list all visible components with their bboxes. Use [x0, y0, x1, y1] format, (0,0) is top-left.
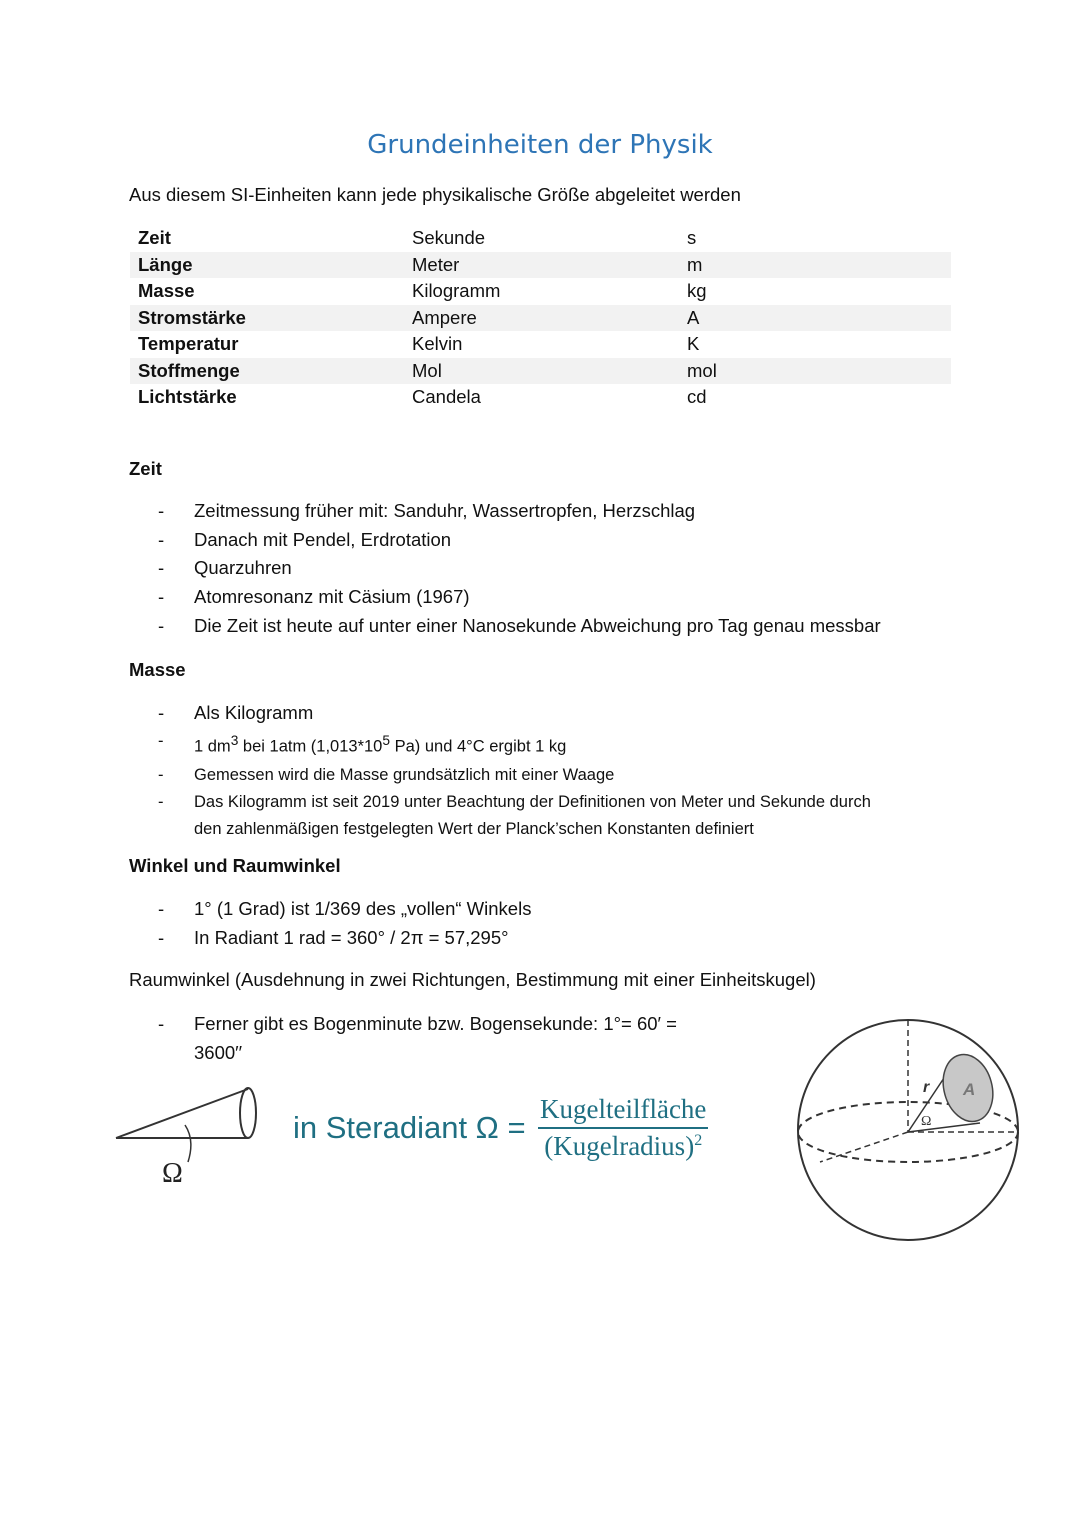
list-item: - Atomresonanz mit Cäsium (1967): [158, 583, 881, 612]
table-row: [130, 252, 951, 279]
cell-quantity: Länge: [138, 253, 193, 275]
cell-unit-name: Kelvin: [412, 333, 463, 355]
cone-diagram: [110, 1080, 270, 1190]
list-item: - Quarzuhren: [158, 554, 881, 583]
text: Das Kilogramm ist seit 2019 unter Beachtung der Definitionen von Meter und Sekunde durch: [194, 792, 871, 811]
intro-text: Aus diesem SI-Einheiten kann jede physikalische Größe abgeleitet werden: [129, 184, 741, 205]
table-row: [130, 384, 951, 411]
cell-quantity: Stromstärke: [138, 306, 246, 328]
list-item: - Danach mit Pendel, Erdrotation: [158, 526, 881, 555]
table-row: [130, 331, 951, 358]
cell-unit-symbol: kg: [687, 280, 707, 302]
list-item: - Gemessen wird die Masse grundsätzlich mit einer Waage: [158, 761, 871, 789]
list-item: - 1° (1 Grad) ist 1/369 des „vollen“ Winkels: [158, 895, 531, 924]
heading-winkel: Winkel und Raumwinkel: [129, 855, 341, 876]
text: Ferner gibt es Bogenminute bzw. Bogensekunde: 1°= 60′ =: [194, 1013, 677, 1034]
list-item: [158, 1010, 677, 1067]
cell-quantity: Temperatur: [138, 333, 239, 355]
cell-unit-name: Kilogramm: [412, 280, 501, 302]
si-units-table: [130, 225, 951, 411]
superscript: 5: [382, 733, 391, 748]
cell-unit-symbol: A: [687, 306, 700, 328]
cell-quantity: Zeit: [138, 227, 171, 249]
list-item: [158, 727, 871, 761]
formula-fraction: [538, 1094, 708, 1162]
text: 3600′′: [194, 1041, 243, 1063]
cell-unit-symbol: mol: [687, 359, 717, 381]
raumwinkel-list: [158, 1010, 677, 1067]
winkel-list: [158, 895, 531, 952]
cell-unit-name: Sekunde: [412, 227, 486, 249]
table-row: [130, 278, 951, 305]
list-item: - Zeitmessung früher mit: Sanduhr, Wassertropfen, Herzschlag: [158, 497, 881, 526]
heading-masse: Masse: [129, 659, 186, 680]
sphere-r-label: r: [923, 1079, 930, 1096]
cell-unit-name: Ampere: [412, 306, 477, 328]
text: Pa) und 4°C ergibt 1 kg: [390, 737, 567, 756]
list-item: - Als Kilogramm: [158, 699, 871, 727]
raumwinkel-text: Raumwinkel (Ausdehnung in zwei Richtungen, Bestimmung mit einer Einheitskugel): [129, 969, 816, 990]
text: den zahlenmäßigen festgelegten Wert der Planck’schen Konstanten definiert: [194, 819, 754, 838]
sphere-diagram: [790, 1012, 1025, 1247]
formula-numerator: Kugelteilfläche: [538, 1094, 708, 1129]
formula-exponent: 2: [694, 1132, 703, 1149]
heading-zeit: Zeit: [129, 458, 162, 479]
cell-unit-name: Meter: [412, 253, 460, 275]
formula-denominator: (Kugelradius): [544, 1131, 695, 1161]
superscript: 3: [230, 733, 239, 748]
cell-unit-name: Mol: [412, 359, 442, 381]
masse-list: [158, 699, 871, 843]
text: 1 dm: [194, 737, 231, 756]
formula-lhs: in Steradiant Ω =: [293, 1110, 526, 1145]
table-row: [130, 358, 951, 385]
list-item: [158, 789, 871, 843]
cell-quantity: Lichtstärke: [138, 386, 237, 408]
cell-unit-symbol: K: [687, 333, 700, 355]
table-row: [130, 225, 951, 252]
cell-unit-symbol: m: [687, 253, 703, 275]
cell-quantity: Masse: [138, 280, 195, 302]
sphere-area-label: A: [963, 1080, 976, 1099]
cell-unit-name: Candela: [412, 386, 481, 408]
sphere-omega-label: Ω: [921, 1114, 932, 1129]
table-row: [130, 305, 951, 332]
list-item: - Die Zeit ist heute auf unter einer Nanosekunde Abweichung pro Tag genau messbar: [158, 612, 881, 641]
list-item: - In Radiant 1 rad = 360° / 2π = 57,295°: [158, 924, 531, 953]
cell-unit-symbol: cd: [687, 386, 707, 408]
page-title: Grundeinheiten der Physik: [367, 130, 713, 160]
cone-omega-label: Ω: [162, 1158, 183, 1189]
cell-unit-symbol: s: [687, 227, 697, 249]
text: bei 1atm (1,013*10: [238, 737, 383, 756]
zeit-list: [158, 497, 881, 641]
cell-quantity: Stoffmenge: [138, 359, 240, 381]
